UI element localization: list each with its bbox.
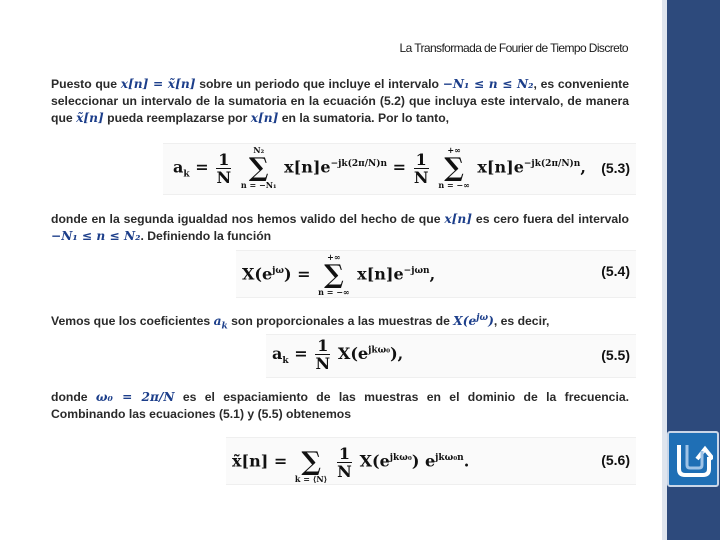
equation-number-5-6: (5.6) xyxy=(601,452,630,468)
equation-number-5-3: (5.3) xyxy=(601,160,630,176)
paragraph-3: Vemos que los coeficientes $a_k$ son proporcionales a las muestras de $X(e^{j\omega})$, es decir, xyxy=(51,313,550,332)
equation-5-6: x̃[n] = ∑ k = ⟨N⟩ $\frac{1}{N}$ $X(e^{jk\omega_0})$ $e^{jk\omega_0n}$. (5.6) xyxy=(226,437,636,485)
equation-number-5-5: (5.5) xyxy=(601,347,630,363)
return-arrow-icon xyxy=(675,439,713,479)
paragraph-1: Puesto que x[n] = x̃[n] sobre un periodo que incluye el intervalo −N₁ ≤ n ≤ N₂, es conveniente seleccionar un intervalo de la sumatoria en la ecuación (5.2) que incluya este intervalo, de manera que x̃[n] pueda reemplazarse por x[n] en la sumatoria. Por lo tanto, xyxy=(51,77,629,125)
equation-5-3: $a_k$ = $\frac{1}{N}$ N₂ ∑ n = −N₁ $x[n]e^{-jk(2\pi/N)n}$ = $\frac{1}{N}$ +∞ ∑ n = −∞ $x[n]e^{-jk(2\pi/N)n}$, (5.3) xyxy=(163,143,636,195)
equation-5-4: $X(e^{j\omega})$ = +∞ ∑ n = −∞ $x[n]e^{-j\omega n}$, (5.4) xyxy=(236,250,636,298)
slide-title: La Transformada de Fourier de Tiempo Discreto xyxy=(399,41,628,55)
return-button[interactable] xyxy=(667,431,719,487)
equation-number-5-4: (5.4) xyxy=(601,263,630,279)
paragraph-2: donde en la segunda igualdad nos hemos valido del hecho de que x[n] es cero fuera del intervalo −N₁ ≤ n ≤ N₂. Definiendo la función xyxy=(51,212,629,243)
equation-5-5: $a_k$ = $\frac{1}{N}$ $X(e^{jk\omega_0})$, (5.5) xyxy=(266,334,636,378)
paragraph-4: donde ω₀ = 2π/N es el espaciamiento de las muestras en el dominio de la frecuencia. Combinando las ecuaciones (5.1) y (5.5) obtenemos xyxy=(51,390,629,421)
